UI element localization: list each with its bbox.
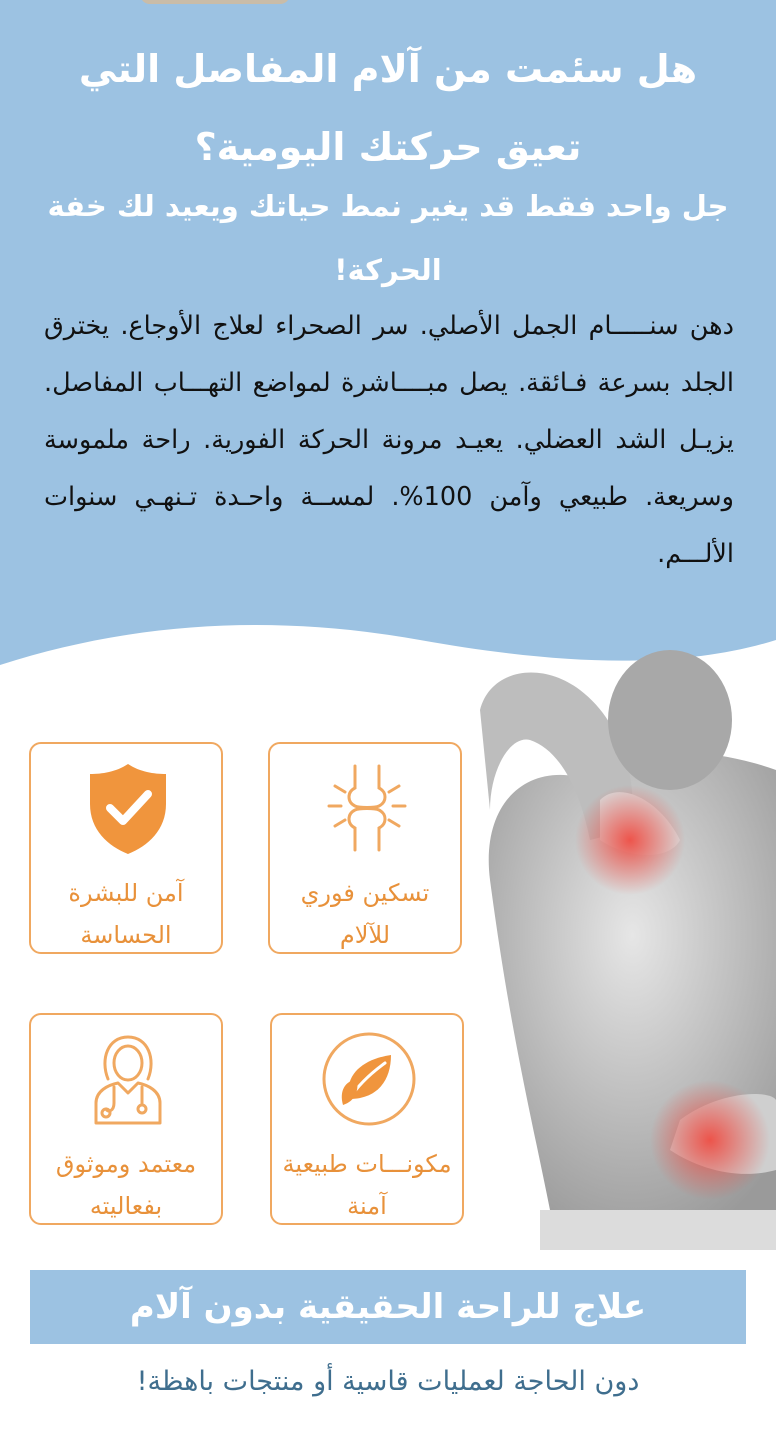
feature-card-certified <box>29 1013 223 1225</box>
feature-card-instant-relief <box>268 742 462 954</box>
leaf-icon <box>319 1029 419 1129</box>
feature-label-natural: مكونـــات طبيعية آمنة <box>282 1150 452 1220</box>
footer-tagline: دون الحاجة لعمليات قاسية أو منتجات باهظة! <box>136 1366 640 1397</box>
subheadline: جل واحد فقط قد يغير نمط حياتك ويعيد لك خفة الحركة! <box>47 189 729 287</box>
doctor-icon <box>78 1029 178 1129</box>
headline: هل سئمت من آلام المفاصل التي تعيق حركتك اليومية؟ <box>78 47 698 169</box>
feature-label-certified: معتمد وموثوق بفعاليته <box>55 1150 197 1220</box>
banner-text: علاج للراحة الحقيقية بدون آلام <box>129 1287 647 1327</box>
feature-label-safe-skin: آمن للبشرة الحساسة <box>68 879 184 949</box>
cta-banner <box>30 1270 746 1344</box>
feature-label-instant-relief: تسكين فوري للآلام <box>300 879 430 949</box>
feature-card-natural <box>270 1013 464 1225</box>
joint-pain-icon <box>317 758 417 858</box>
man-back-pain-image <box>470 650 776 1250</box>
product-description: دهن سنـــــام الجمل الأصلي. سر الصحراء لعلاج الأوجاع. يخترق الجلد بسرعة فـائقة. يصل مبــــاشرة لمواضع التهـــاب المفاصل. يزيـل الشد العضلي. يعيـد مرونة الحركة الفورية. راحة ملموسة وسريعة. طبيعي وآمن 100%. لمســة واحـدة تـنهـي سنوات الألـــم. <box>44 311 734 569</box>
shield-check-icon <box>78 758 178 858</box>
feature-card-safe-skin <box>29 742 223 954</box>
product-image-edge <box>140 0 290 4</box>
